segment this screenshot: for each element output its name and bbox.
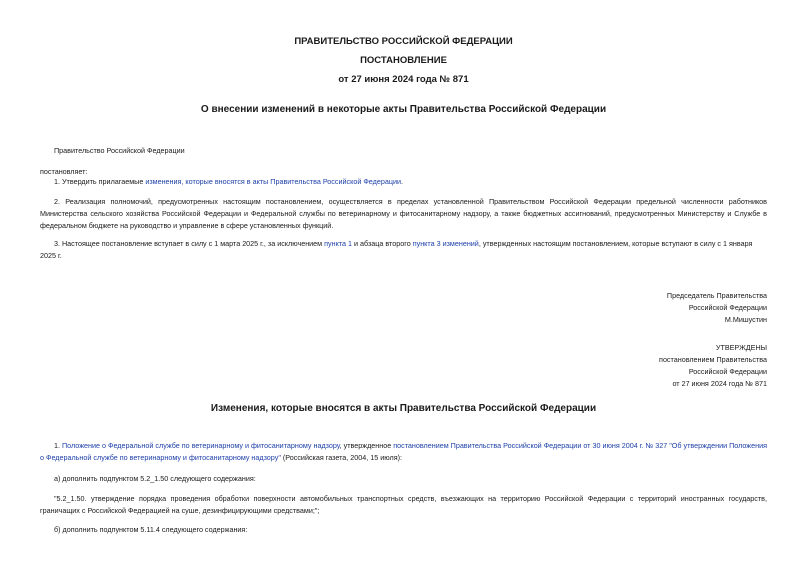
paragraph-2: [40, 196, 767, 232]
quote-text: "5.2_1.50. утверждение порядка проведения обработки поверхности автомобильных транспортных средств, въезжающих на территорию Российской Федерации с территорий иностранных государств, граничащих с Российской Федерацией на суше, дезинфицирующими средствами;";: [40, 494, 767, 515]
change-1-number: 1.: [54, 441, 62, 450]
decrees-line: постановляет:: [40, 167, 88, 176]
paragraph-1: [54, 176, 767, 188]
signature-name: М.Мишустин: [724, 315, 767, 324]
approval-line-4: от 27 июня 2024 года № 871: [672, 379, 767, 388]
government-line: Правительство Российской Федерации: [54, 146, 185, 155]
decree-327-link[interactable]: постановлением Правительства Российской Федерации от 30 июня 2004 г. № 327 "Об утверждении Положения о Федеральной службе по ветеринарному и фитосанитарному надзору": [40, 441, 767, 462]
paragraph-3-text: 3. Настоящее постановление вступает в силу с 1 марта 2025 г., за исключением: [54, 239, 325, 248]
paragraph-3: [40, 238, 767, 262]
point-1-link[interactable]: пункта 1: [324, 239, 353, 248]
change-1-mid: , утвержденное: [339, 441, 394, 450]
paragraph-3-end: , утвержденных настоящим постановлением, которые вступают в силу с 1 января 2025 г.: [40, 239, 753, 260]
date-number-heading: от 27 июня 2024 года № 871: [338, 74, 469, 85]
change-1: [40, 440, 767, 464]
approval-line-2: постановлением Правительства: [659, 355, 767, 364]
changes-link[interactable]: изменения, которые вносятся в акты Правительства Российской Федерации: [145, 177, 401, 186]
changes-title: Изменения, которые вносятся в акты Правительства Российской Федерации: [210, 403, 597, 414]
subpoint-b: б) дополнить подпунктом 5.11.4 следующего содержания:: [54, 525, 248, 534]
signature-org: Российской Федерации: [688, 303, 767, 312]
org-heading: ПРАВИТЕЛЬСТВО РОССИЙСКОЙ ФЕДЕРАЦИИ: [294, 36, 513, 47]
paragraph-2-text: 2. Реализация полномочий, предусмотренных настоящим постановлением, осуществляется в пределах установленной Правительством Российской Федерации предельной численности работников Министерства сельского хозяйства Российской Федерации и Федеральной службы по ветеринарному и фитосанитарному надзору, а также бюджетных ассигнований, предусмотренных Министерству и Службе в федеральном бюджете на руководство и управление в сфере установленных функций.: [40, 197, 767, 230]
approval-line-3: Российской Федерации: [688, 367, 767, 376]
signature-position: Председатель Правительства: [666, 291, 767, 300]
quote-paragraph: [40, 493, 767, 517]
approval-heading: УТВЕРЖДЕНЫ: [715, 343, 767, 352]
paragraph-3-mid: и абзаца второго: [352, 239, 413, 248]
subpoint-a: а) дополнить подпунктом 5.2_1.50 следующего содержания:: [54, 474, 256, 483]
signature-block: [667, 290, 767, 326]
document-title: О внесении изменений в некоторые акты Правительства Российской Федерации: [200, 104, 607, 115]
approval-block: [659, 342, 767, 390]
paragraph-1-end: .: [400, 177, 403, 186]
doc-type-heading: ПОСТАНОВЛЕНИЕ: [360, 55, 447, 66]
regulation-link[interactable]: Положение о Федеральной службе по ветеринарному и фитосанитарному надзору: [62, 441, 340, 450]
change-1-end: (Российская газета, 2004, 15 июля):: [280, 453, 402, 462]
paragraph-1-text: 1. Утвердить прилагаемые: [54, 177, 146, 186]
point-3-link[interactable]: пункта 3 изменений: [412, 239, 479, 248]
